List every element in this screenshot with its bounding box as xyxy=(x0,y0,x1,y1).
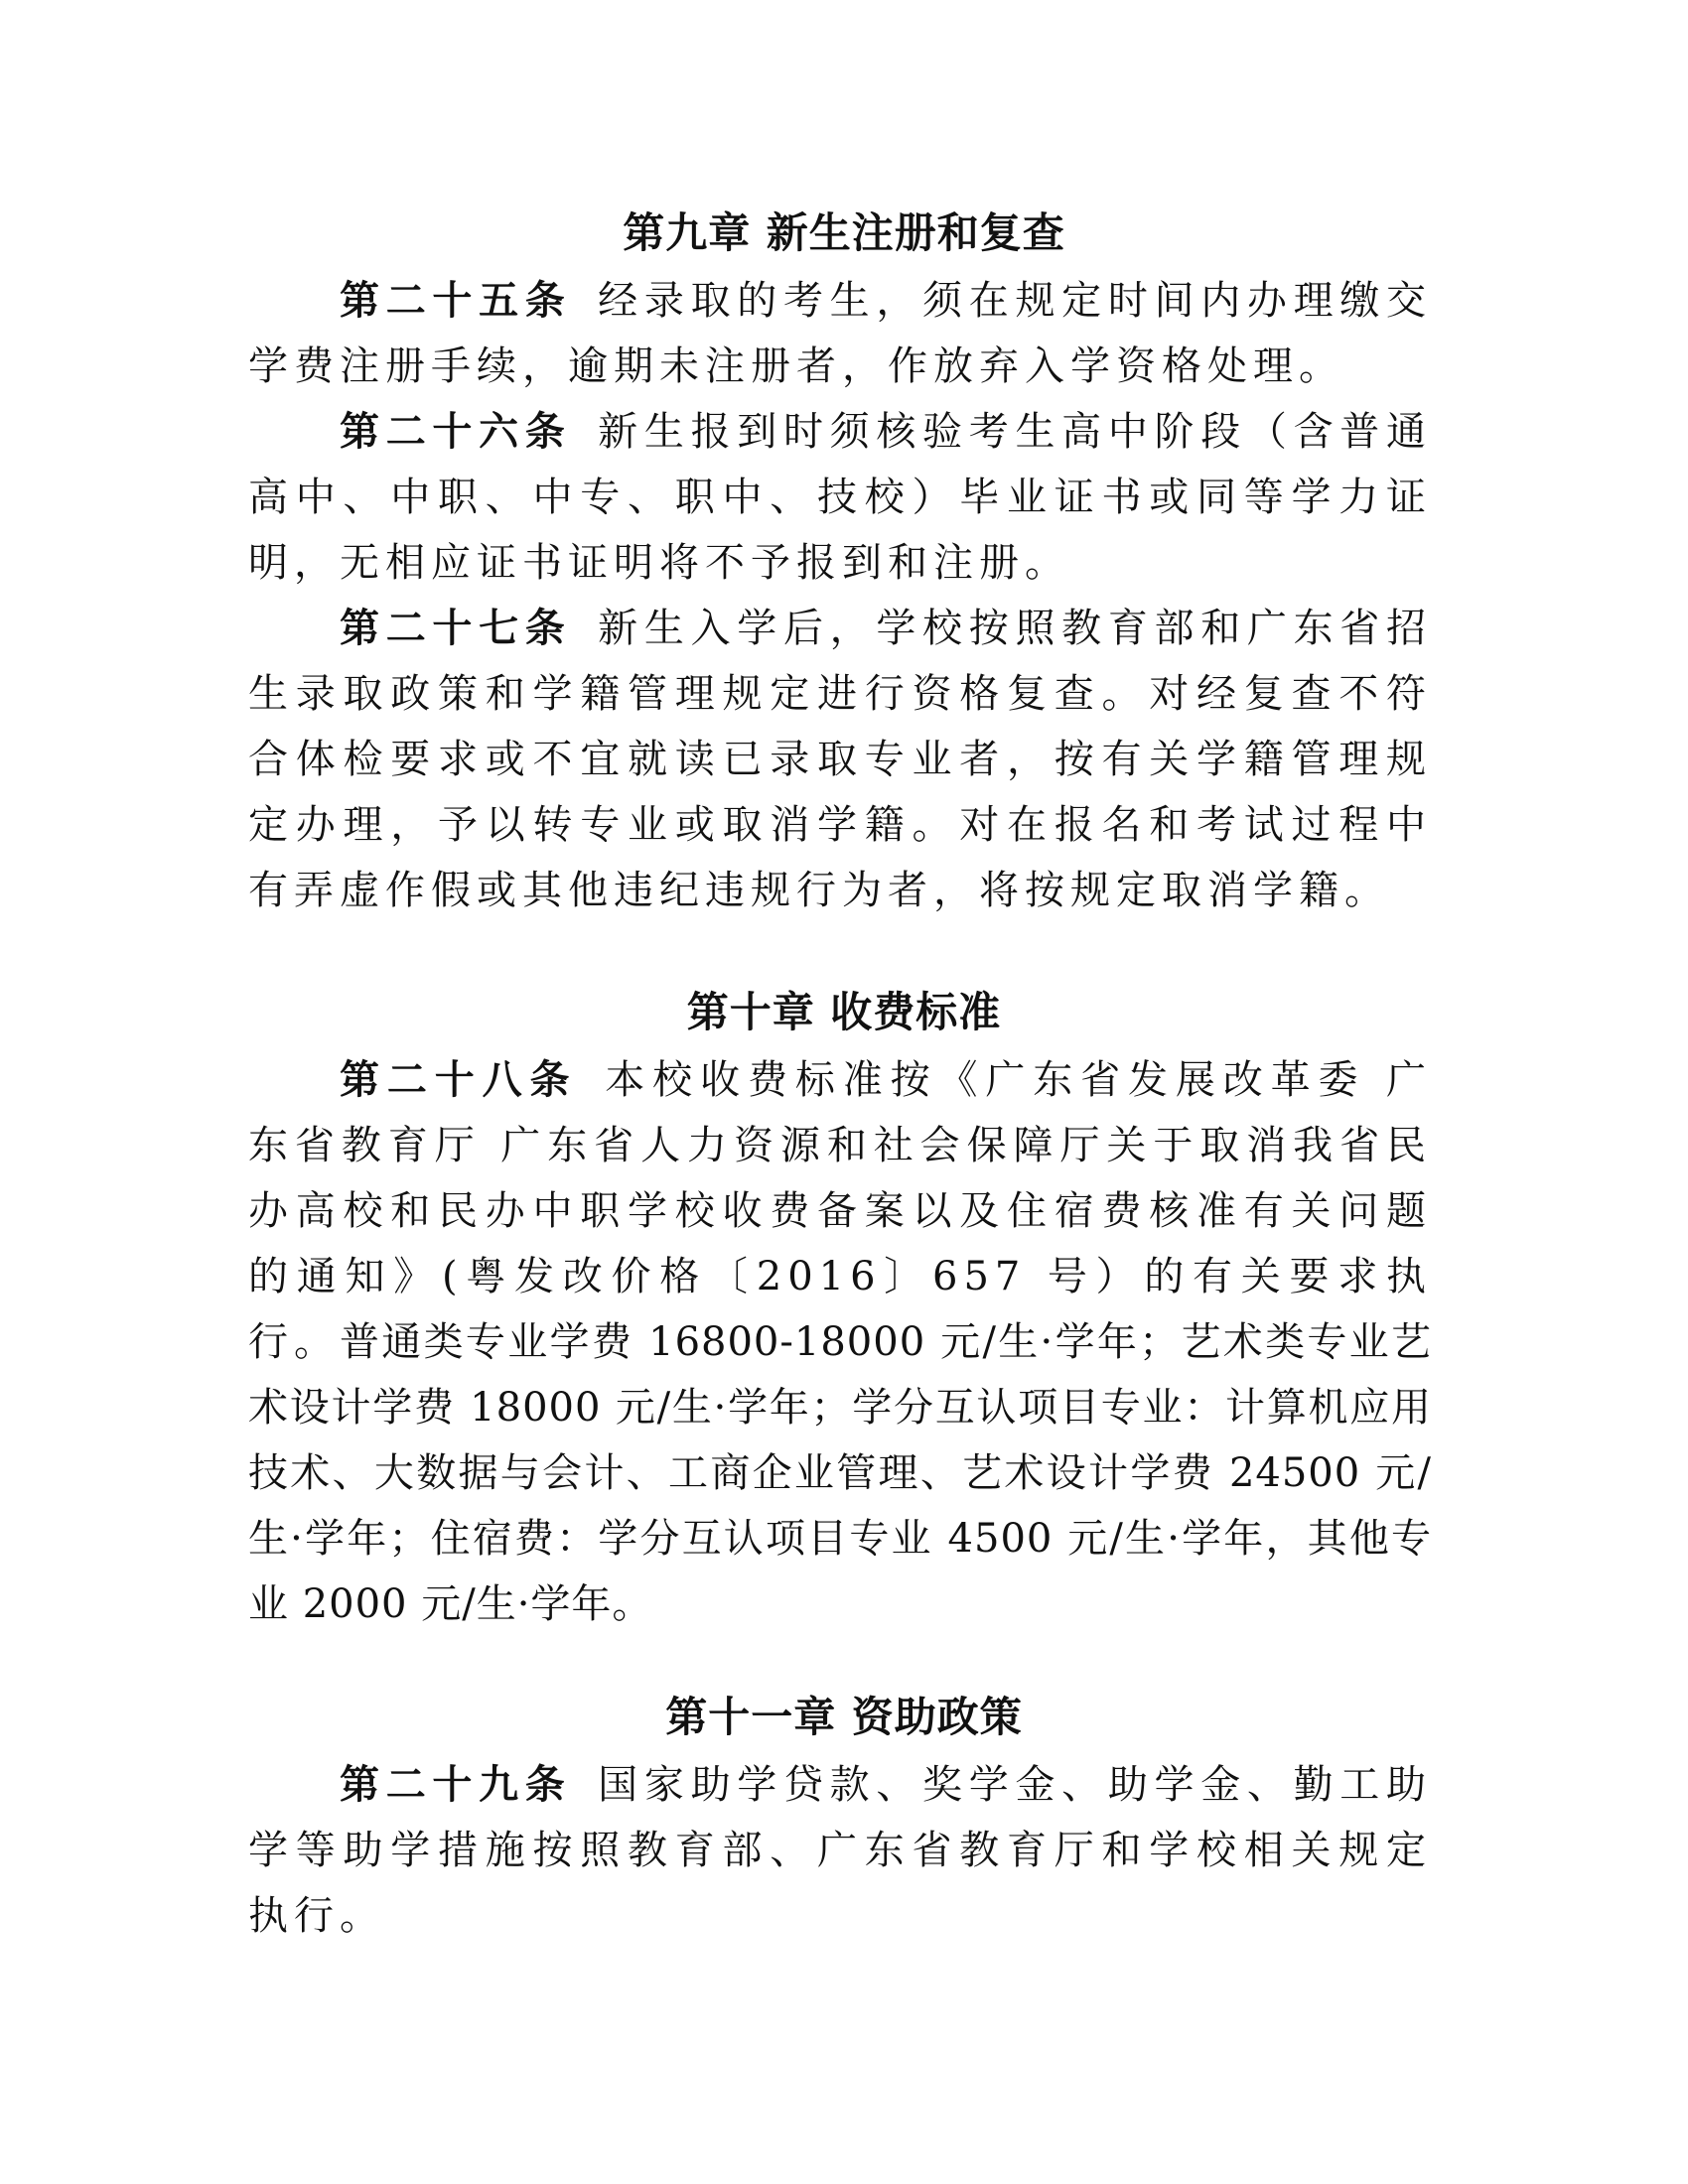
article-text: 本校收费标准按《广东省发展改革委 广东省教育厅 广东省人力资源和社会保障厅关于取消我省民办高校和民办中职学校收费备案以及住宿费核准有关问题的通知》(粤发改价格〔2016〕657 号）的有关要求执行。 xyxy=(248,1057,1433,1365)
article-25 xyxy=(248,268,1432,399)
article-text: 国家助学贷款、奖学金、助学金、勤工助学等助学措施按照教育部、广东省教育厅和学校相关规定执行。 xyxy=(248,1762,1433,1939)
article-text: 新生入学后，学校按照教育部和广东省招生录取政策和学籍管理规定进行资格复查。对经复查不符合体检要求或不宜就读已录取专业者，按有关学籍管理规定办理，予以转专业或取消学籍。对在报名和考试过程中有弄虚作假或其他违纪违规行为者，将按规定取消学籍。 xyxy=(248,606,1433,913)
article-27 xyxy=(248,596,1432,923)
article-label: 第二十九条 xyxy=(340,1762,572,1808)
article-text: 经录取的考生，须在规定时间内办理缴交学费注册手续，逾期未注册者，作放弃入学资格处理。 xyxy=(248,278,1433,389)
article-label: 第二十七条 xyxy=(340,606,572,651)
article-text: 新生报到时须核验考生高中阶段（含普通高中、中职、中专、职中、技校）毕业证书或同等学力证明，无相应证书证明将不予报到和注册。 xyxy=(248,409,1433,586)
article-29 xyxy=(248,1752,1432,1949)
chapter-title-10: 第十章 收费标准 xyxy=(686,988,1002,1036)
article-label: 第二十六条 xyxy=(340,409,572,455)
fee-text: 普通类专业学费 16800-18000 元/生·学年；艺术类专业艺术设计学费 18000 元/生·学年；学分互认项目专业：计算机应用技术、大数据与会计、工商企业管理、艺术设计学费 24500 元/生·学年；住宿费：学分互认项目专业 4500 元/生·学年，其他专业 2000 元/生·学年。 xyxy=(248,1319,1432,1627)
article-label: 第二十八条 xyxy=(340,1057,578,1103)
fee-paragraph xyxy=(248,1309,1432,1637)
chapter-title-11: 第十一章 资助政策 xyxy=(665,1693,1023,1741)
article-26 xyxy=(248,399,1432,596)
article-label: 第二十五条 xyxy=(340,278,572,324)
chapter-title-9: 第九章 新生注册和复查 xyxy=(623,208,1065,257)
